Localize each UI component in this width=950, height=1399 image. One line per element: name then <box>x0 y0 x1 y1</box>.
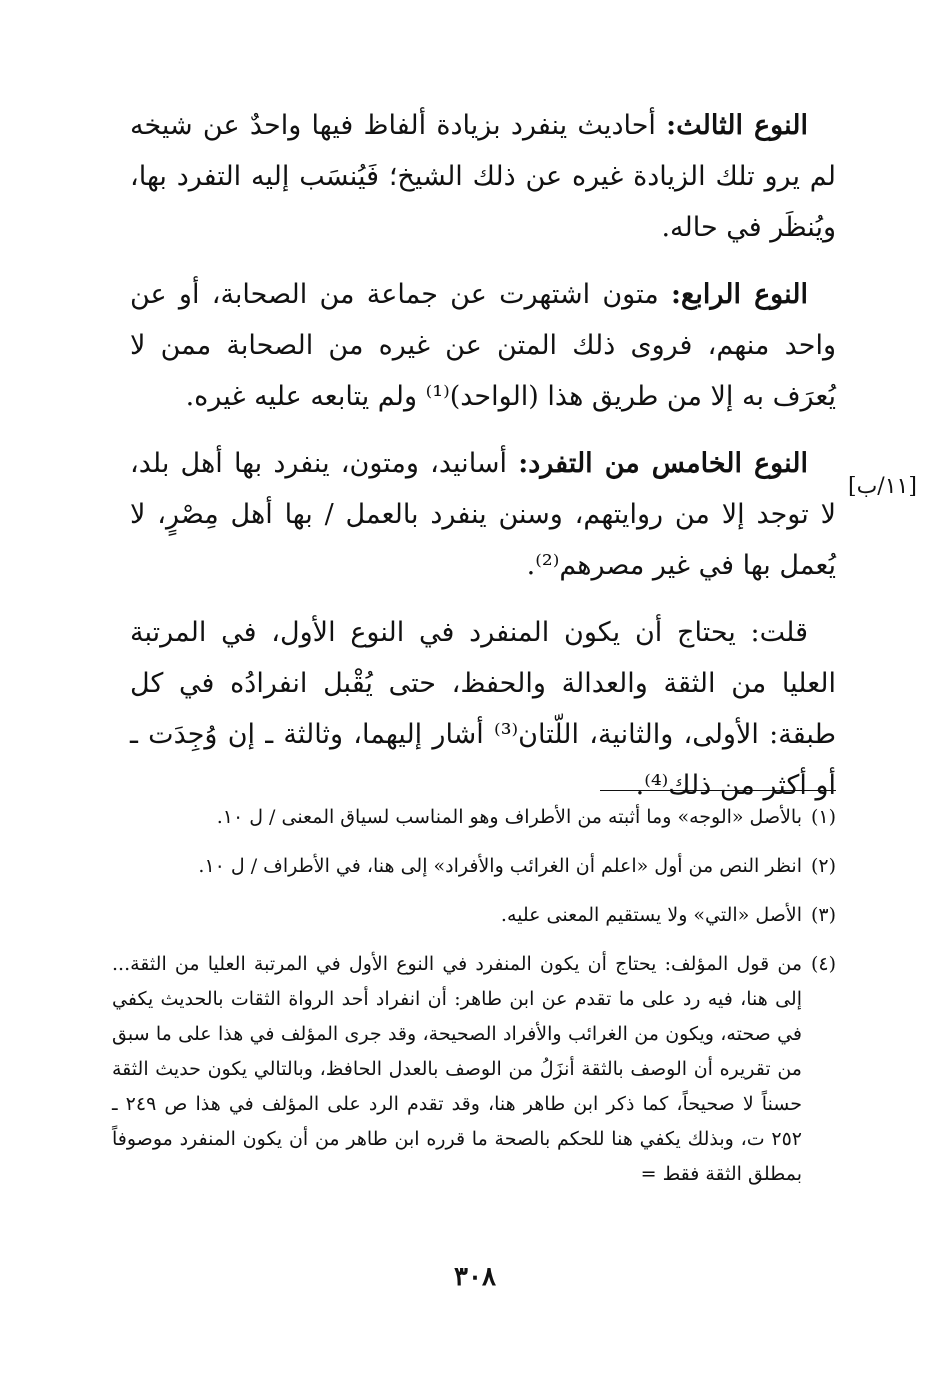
paragraph-type-3 <box>130 100 836 253</box>
page-number: ٣٠٨ <box>454 1262 496 1292</box>
footnote-text: من قول المؤلف: يحتاج أن يكون المنفرد في النوع الأول في المرتبة العليا من الثقة... إلى هنا، فيه رد على ما تقدم عن ابن طاهر: أن انفراد أحد الرواة الثقات بالحديث يكفي في صحته، ويكون من الغرائب والأفراد الصحيحة، وقد جرى المؤلف في هذا على ما سبق من تقريره أن الوصف بالثقة أنزَلُ من الوصف بالعدل الحافظ، وبالتالي يكون حديث الثقة حسناً لا صحيحاً، كما ذكر ابن طاهر هنا، وقد تقدم الرد على المؤلف في هذا ص ٢٤٩ ـ ٢٥٢ ت، وبذلك يكفي هنا للحكم بالصحة ما قرره ابن طاهر من أن يكون المنفرد موصوفاً بمطلق الثقة فقط = <box>112 953 802 1185</box>
paragraph-body: قلت: يحتاج أن يكون المنفرد في النوع الأول، في المرتبة العليا من الثقة والعدالة والحفظ، حتى يُقْبل انفرادُه في كل طبقة: الأولى، والثانية، اللّتان⁽³⁾ أشار إليهما، وثالثة ـ إن وُجِدَت ـ أو أكثر من ذلك⁽⁴⁾. <box>130 617 836 801</box>
paragraph-type-5 <box>130 438 836 591</box>
main-text <box>130 100 836 827</box>
footnote-4 <box>112 947 836 1192</box>
footnote-number: (٤) <box>810 953 836 975</box>
manuscript-folio-note: [١١/ب] <box>848 474 917 499</box>
paragraph-body: متون اشتهرت عن جماعة من الصحابة، أو عن واحد منهم، فروى ذلك المتن عن غيره من الصحابة ممن لا يُعرَف به إلا من طريق هذا (الواحد)⁽¹⁾ ولم يتابعه عليه غيره. <box>130 279 836 412</box>
footnote-1 <box>112 800 836 835</box>
paragraph-qultu <box>130 607 836 811</box>
paragraph-type-4 <box>130 269 836 422</box>
footnote-text: الأصل «التي» ولا يستقيم المعنى عليه. <box>500 904 802 926</box>
footnote-2 <box>112 849 836 884</box>
footnote-number: (٢) <box>810 855 836 877</box>
footnote-3 <box>112 898 836 933</box>
footnote-number: (٣) <box>810 904 836 926</box>
footnote-number: (١) <box>810 806 836 828</box>
paragraph-label: النوع الثالث: <box>666 110 808 141</box>
paragraph-body: أحاديث ينفرد بزيادة ألفاظ فيها واحدٌ عن شيخه لم يرو تلك الزيادة غيره عن ذلك الشيخ؛ فَيُنسَب إليه التفرد بها، ويُنظَر في حاله. <box>130 110 836 243</box>
footnote-text: انظر النص من أول «اعلم أن الغرائب والأفراد» إلى هنا، في الأطراف / ل ١٠. <box>198 855 802 877</box>
paragraph-label: النوع الخامس من التفرد: <box>518 448 808 479</box>
paragraph-label: النوع الرابع: <box>671 279 809 310</box>
footnotes <box>112 800 836 1206</box>
footnote-text: بالأصل «الوجه» وما أثبته من الأطراف وهو المناسب لسياق المعنى / ل ١٠. <box>216 806 802 828</box>
paragraph-body: أسانيد، ومتون، ينفرد بها أهل بلد، لا توجد إلا من روايتهم، وسنن ينفرد بالعمل / بها أهل مِصْرٍ، لا يُعمل بها في غير مصرهم⁽²⁾. <box>130 448 836 581</box>
footnote-divider <box>600 790 836 791</box>
